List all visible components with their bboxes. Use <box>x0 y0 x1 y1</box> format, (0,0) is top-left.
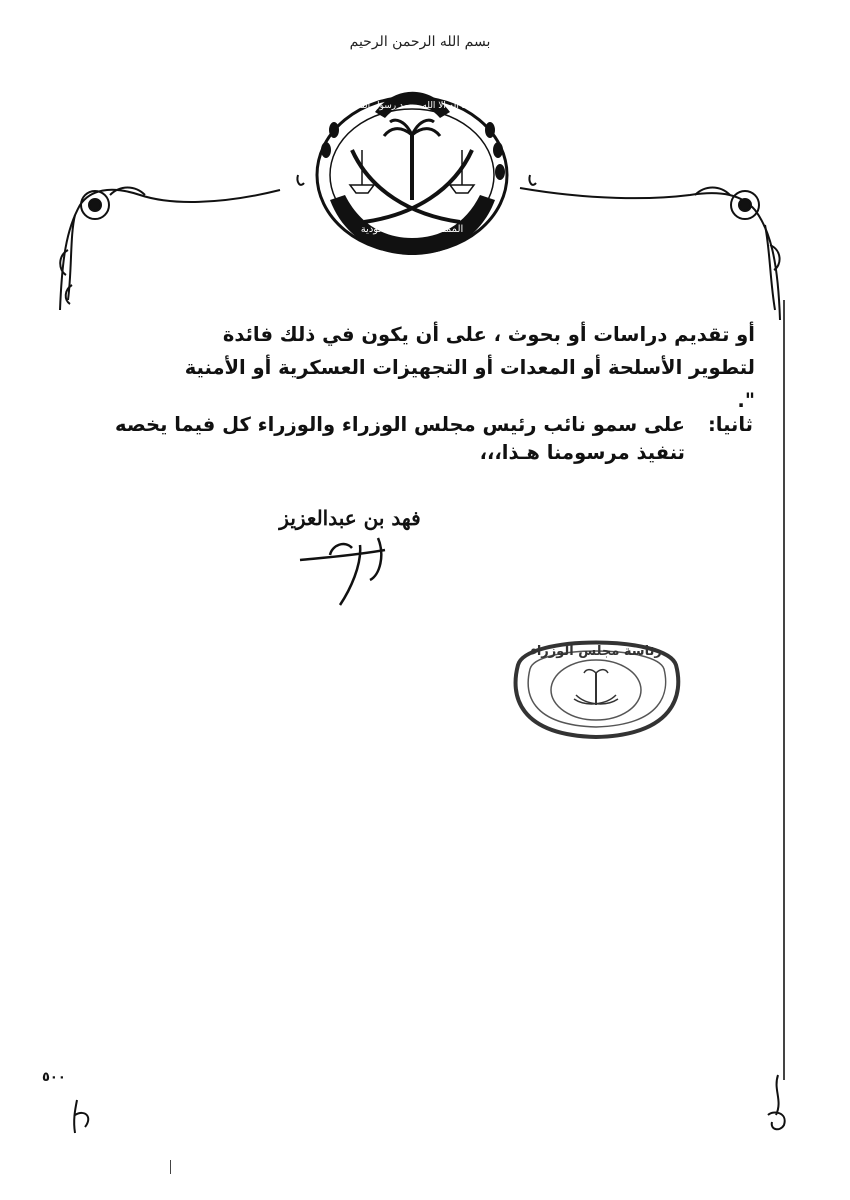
paragraph-1-line-3: ". <box>737 389 755 412</box>
bottom-tick-mark <box>170 1160 171 1174</box>
clause-label: ثانيا: <box>707 413 753 436</box>
basmala: بسم الله الرحمن الرحيم <box>349 34 491 50</box>
official-seal <box>506 625 686 745</box>
bottom-right-mark <box>758 1070 798 1140</box>
right-corner-ornament <box>520 188 780 321</box>
paragraph-1-line-1: أو تقديم دراسات أو بحوث ، على أن يكون في ذلك فائدة <box>222 323 755 346</box>
page-number: ٥٠٠ <box>42 1070 66 1085</box>
bottom-left-mark <box>65 1095 105 1140</box>
signer-name: فهد بن عبدالعزيز <box>279 506 421 530</box>
emblem-top-text: لا اله الا الله محمد رسول الله <box>357 101 467 111</box>
letterhead-emblem <box>0 0 850 320</box>
right-margin-line <box>783 300 785 1080</box>
paragraph-2-row-1 <box>68 411 753 439</box>
paragraph-1 <box>100 318 755 417</box>
handwritten-signature <box>290 520 410 620</box>
paragraph-2 <box>68 411 753 467</box>
seal-inscription: رئاسة مجلس الوزراء <box>530 644 662 659</box>
paragraph-2-row-2 <box>68 439 753 467</box>
paragraph-2-line-2: تنفيذ مرسومنا هـذا،،، <box>479 441 685 464</box>
emblem-bottom-text: المملكة العربية السعودية <box>360 224 464 235</box>
paragraph-1-line-2: لتطوير الأسلحة أو المعدات أو التجهيزات العسكرية أو الأمنية <box>184 356 755 379</box>
paragraph-2-line-1: على سمو نائب رئيس مجلس الوزراء والوزراء كل فيما يخصه <box>115 413 685 436</box>
left-corner-ornament <box>60 188 280 311</box>
